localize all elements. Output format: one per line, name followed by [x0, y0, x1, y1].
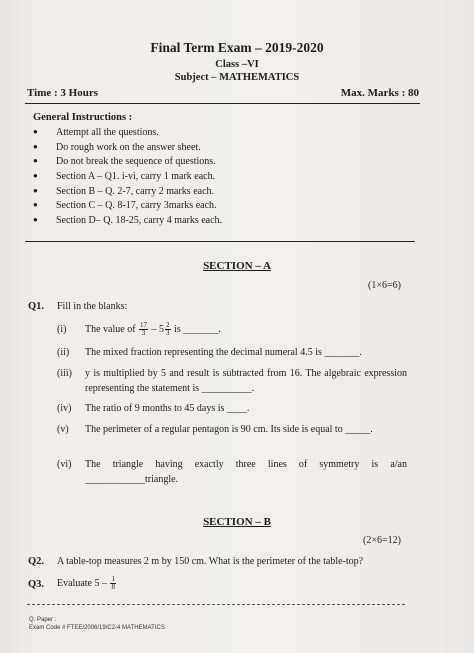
bullet-icon: ●	[33, 127, 38, 136]
header-divider	[25, 103, 420, 104]
q1-number: Q1.	[28, 301, 45, 312]
exam-title: Final Term Exam – 2019-2020	[150, 40, 324, 55]
q1-item-i: (i) The value of $\frac{17}{3}$ – 5 $\frac{2}{3}$ is _______.	[57, 321, 221, 338]
instruction-item: ● Attempt all the questions.	[33, 127, 159, 138]
instructions-divider	[25, 241, 415, 242]
max-marks-label: Max. Marks : 80	[340, 87, 419, 99]
q1-item-ii: (ii) The mixed fraction representing the decimal numeral 4.5 is _______.	[57, 347, 362, 358]
q1-item-iii: (iii) y is multiplied by 5 and result is subtracted from 16. The algebraic expression representing the statement is __________.	[57, 368, 407, 394]
section-a-marks: (1×6=6)	[368, 280, 401, 291]
bullet-icon: ●	[33, 156, 38, 165]
fraction: $\frac{2}{3}$	[166, 321, 170, 338]
q3-number: Q3.	[28, 579, 45, 590]
subject-label: Subject – MATHEMATICS	[174, 72, 300, 83]
fraction: $\frac{17}{3}$	[140, 321, 148, 338]
section-b-title: SECTION – B	[203, 516, 271, 528]
instruction-item: ● Section B – Q. 2-7, carry 2 marks each.	[33, 186, 215, 197]
instructions-heading: General Instructions :	[33, 112, 133, 123]
q2-text: A table-top measures 2 m by 150 cm. What is the perimeter of the table-top?	[57, 556, 364, 567]
fraction: $\frac{1}{8}$	[111, 575, 115, 591]
q3-text: Evaluate 5 – $\frac{1}{8}$	[57, 575, 115, 591]
bullet-icon: ●	[33, 171, 38, 180]
instruction-item: ● Do rough work on the answer sheet.	[33, 142, 201, 153]
instruction-item: ● Do not break the sequence of questions.	[33, 156, 216, 167]
bullet-icon: ●	[33, 142, 38, 151]
footer-divider	[27, 604, 405, 605]
footer-paper: Q. Paper :	[29, 617, 57, 623]
instruction-item: ● Section C – Q. 8-17, carry 3marks each.	[33, 200, 217, 211]
time-label: Time : 3 Hours	[27, 87, 98, 99]
q1-text: Fill in the blanks:	[57, 301, 128, 312]
section-b-marks: (2×6=12)	[363, 535, 401, 546]
q1-item-vi: (vi) The triangle having exactly three lines of symmetry is a/an ____________triangle.	[57, 459, 407, 485]
instruction-item: ● Section D– Q. 18-25, carry 4 marks each.	[33, 215, 223, 226]
q1-item-v: (v) The perimeter of a regular pentagon is 90 cm. Its side is equal to _____.	[57, 424, 373, 435]
bullet-icon: ●	[33, 200, 38, 209]
bullet-icon: ●	[33, 215, 38, 224]
class-label: Class –VI	[215, 59, 259, 70]
bullet-icon: ●	[33, 186, 38, 195]
instruction-item: ● Section A – Q1. i-vi, carry 1 mark each.	[33, 171, 216, 182]
q2-number: Q2.	[28, 556, 45, 567]
q1-item-iv: (iv) The ratio of 9 months to 45 days is ____.	[57, 403, 250, 414]
section-a-title: SECTION – A	[203, 260, 271, 272]
footer-exam-code: Exam Code # FTEE/2006/19/C2-4 MATHEMATICS	[29, 625, 165, 631]
